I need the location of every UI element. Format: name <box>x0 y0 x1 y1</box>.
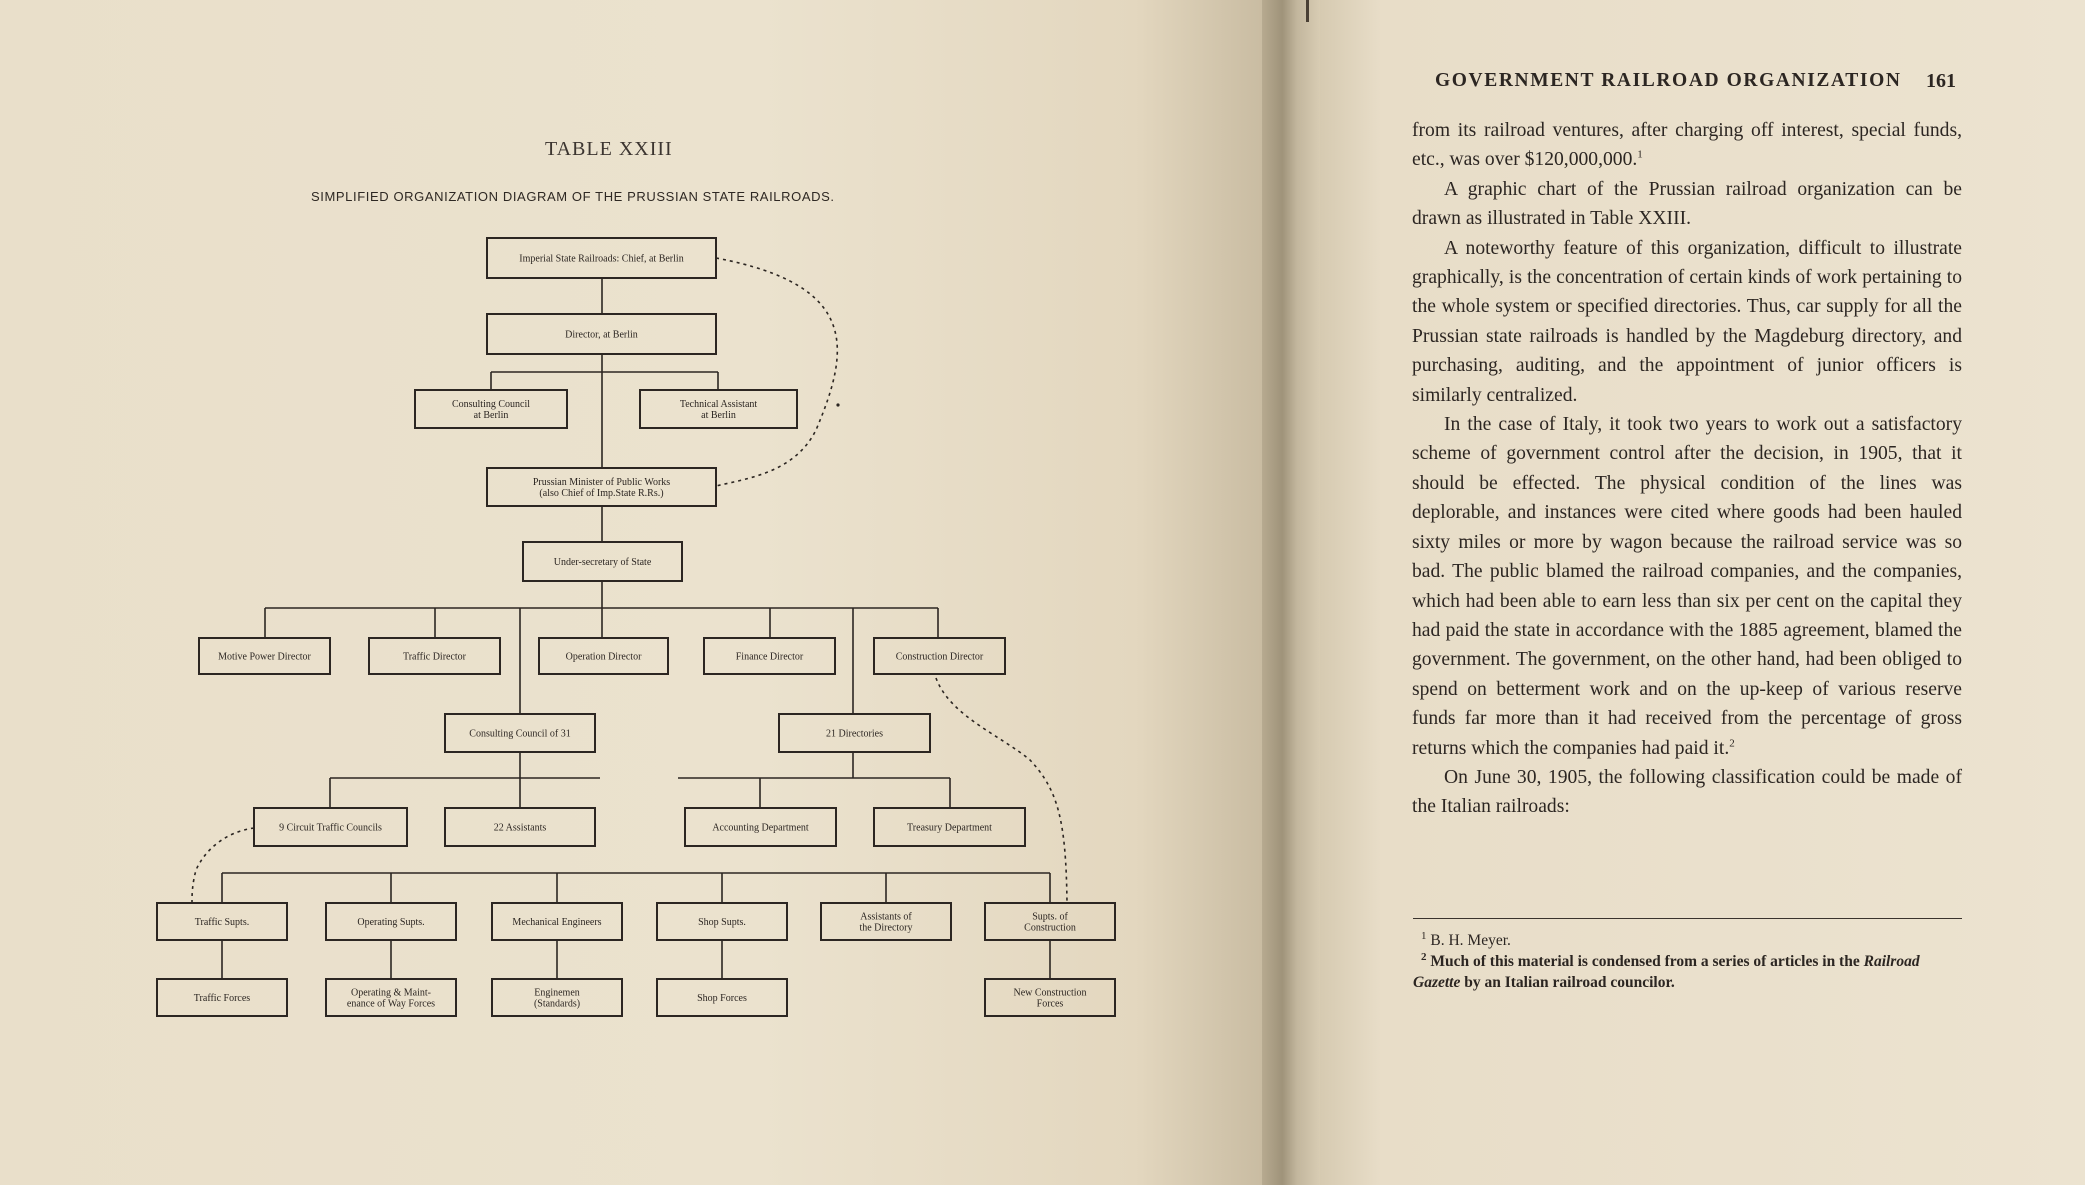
org-box-label: Enginemen <box>534 987 580 999</box>
paragraph-2: A graphic chart of the Prussian railroad organization can be drawn as illustrated in Table XXIII. <box>1412 178 1962 230</box>
org-box-label: Motive Power Director <box>218 651 311 663</box>
paragraph-5: On June 30, 1905, the following classification could be made of the Italian railroads: <box>1412 766 1962 818</box>
paragraph-4: In the case of Italy, it took two years to work out a satisfactory scheme of government control after the decision, in 1905, that it should be effected. The physical condition of the lines was deplorable, and instances were cited where goods had been hauled sixty miles or more by wagon because the railroad service was so bad. The public blamed the railroad companies, and the companies, which had been able to earn less than six per cent on the capital they had paid the state in accordance with the 1885 agreement, blamed the government. The government, on the other hand, had been obliged to spend on betterment work and on the up-keep of various reserve funds far more than it had received from the percentage of gross returns which the companies had paid it.$^2$ <box>1412 414 1962 759</box>
org-box-motive <box>199 638 330 674</box>
running-head: GOVERNMENT RAILROAD ORGANIZATION <box>1435 70 1902 91</box>
org-box-label: Traffic Forces <box>193 993 251 1004</box>
org-box-label: Consulting Council of 31 <box>469 728 571 740</box>
org-box-label: Construction Director <box>895 651 984 663</box>
org-box-label: Supts. of <box>1032 911 1068 923</box>
org-box-label: Technical Assistant <box>679 399 758 410</box>
org-box-label: Prussian Minister of Public Works <box>532 477 671 488</box>
org-box-label: the Directory <box>859 922 913 934</box>
org-box-label: Operating Supts. <box>357 917 425 928</box>
org-box-label: 22 Assistants <box>493 822 547 834</box>
org-box-label: Finance Director <box>735 651 804 663</box>
org-box-label: New Construction <box>1013 987 1087 999</box>
org-box-operation <box>539 638 668 674</box>
org-box-circuit <box>254 808 407 846</box>
org-box-label: Operating & Maint- <box>351 987 431 999</box>
org-box-mecheng <box>492 903 622 940</box>
org-box-label: Traffic Supts. <box>194 917 250 928</box>
org-box-enginemen <box>492 979 622 1016</box>
org-box-label: at Berlin <box>473 410 509 421</box>
org-box-label: Director, at Berlin <box>565 329 638 341</box>
org-box-accounting <box>685 808 836 846</box>
org-box-suptscons <box>985 903 1115 940</box>
org-box-minister <box>487 468 716 506</box>
org-box-label: (Standards) <box>533 998 581 1010</box>
org-box-treasury <box>874 808 1025 846</box>
org-box-assistdir <box>821 903 951 940</box>
book-gutter <box>1262 0 1320 1185</box>
org-box-chief <box>487 238 716 278</box>
org-box-tech <box>640 390 797 428</box>
org-box-label: Forces <box>1036 998 1064 1010</box>
paragraph-1: from its railroad ventures, after charging off interest, special funds, etc., was over $120,000,000.$^1$ <box>1412 120 1962 171</box>
footnotes <box>1413 930 1963 993</box>
org-box-assist22 <box>445 808 595 846</box>
org-box-label: Operation Director <box>565 651 642 663</box>
footnote-1: $^1$ B. H. Meyer. <box>1421 929 1511 949</box>
org-box-label: at Berlin <box>701 410 736 421</box>
table-label: TABLE XXIII <box>545 138 673 160</box>
org-box-shopsupts <box>657 903 787 940</box>
org-box-label: 21 Directories <box>826 728 883 740</box>
org-box-trafficforces <box>157 979 287 1016</box>
org-box-finance <box>704 638 835 674</box>
org-box-newcons <box>985 979 1115 1016</box>
org-box-label: Mechanical Engineers <box>512 917 602 928</box>
org-box-shopforces <box>657 979 787 1016</box>
org-box-trafficsupts <box>157 903 287 940</box>
org-box-label: enance of Way Forces <box>346 998 436 1010</box>
org-box-dir21 <box>779 714 930 752</box>
org-box-traffic <box>369 638 500 674</box>
org-box-label: Consulting Council <box>451 399 531 410</box>
org-box-construction <box>874 638 1005 674</box>
org-box-director <box>487 314 716 354</box>
org-box-label: Imperial State Railroads: Chief, at Berlin <box>519 253 684 265</box>
org-box-opforces <box>326 979 456 1016</box>
org-box-under <box>523 542 682 581</box>
org-box-label: Treasury Department <box>907 822 992 834</box>
org-box-label: Shop Forces <box>697 993 747 1004</box>
org-box-council31 <box>445 714 595 752</box>
body-text <box>1412 116 1962 822</box>
org-box-label: Construction <box>1024 922 1076 934</box>
dot-mark <box>836 403 839 406</box>
org-box-label: Accounting Department <box>712 822 809 834</box>
footnote-rule <box>1413 918 1962 919</box>
gutter-mark <box>1306 0 1309 22</box>
paragraph-3: A noteworthy feature of this organization, difficult to illustrate graphically, is the concentration of certain kinds of work pertaining to the whole system or specified directories. Thus, car supply for all the Prussian state railroads is handled by the Magdeburg directory, and purchasing, auditing, and the appointment of junior officers is similarly centralized. <box>1412 237 1962 406</box>
org-box-opsupts <box>326 903 456 940</box>
page-number: 161 <box>1926 70 1956 92</box>
org-box-label: Shop Supts. <box>698 917 746 928</box>
org-box-label: Assistants of <box>860 911 912 923</box>
diagram-title: SIMPLIFIED ORGANIZATION DIAGRAM OF THE PRUSSIAN STATE RAILROADS. <box>311 189 835 204</box>
org-box-consult <box>415 390 567 428</box>
connector-lines <box>222 278 1050 979</box>
org-box-label: 9 Circuit Traffic Councils <box>279 822 382 834</box>
org-box-label: Traffic Director <box>402 651 467 663</box>
org-box-label: Under-secretary of State <box>553 557 652 568</box>
org-box-label: (also Chief of Imp.State R.Rs.) <box>539 488 664 499</box>
diagram-boxes <box>157 238 1115 1016</box>
footnote-2: $^2$ Much of this material is condensed from a series of articles in the Railroad Gazette by an Italian railroad councilor. <box>1413 950 1920 991</box>
